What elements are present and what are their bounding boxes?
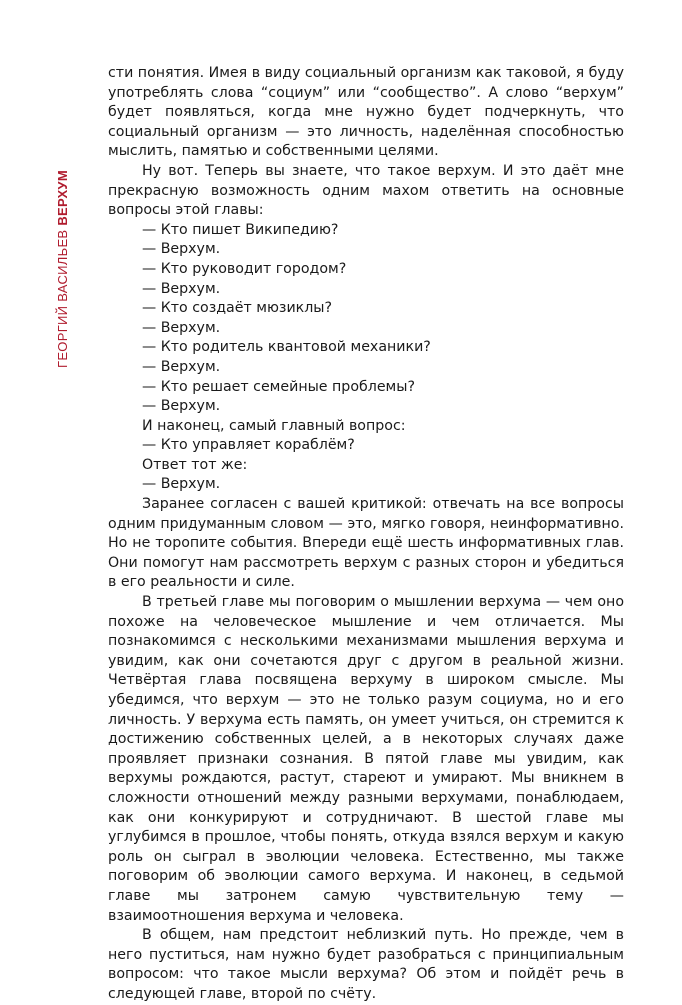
dialogue-line: И наконец, самый главный вопрос:	[142, 417, 406, 434]
dialogue-line: — Кто родитель квантовой механики?	[142, 339, 431, 356]
running-header-text	[52, 68, 74, 368]
paragraph: В общем, нам предстоит неблизкий путь. Но прежде, чем в него пуститься, нам нужно будет разобраться с принципиальным вопросом: что такое мысли верхума? Об этом и пойдёт речь в следующей главе, второй по счёту.	[108, 927, 624, 1002]
dialogue-line: — Верхум.	[142, 319, 221, 336]
paragraph: В третьей главе мы поговорим о мышлении верхума — чем оно похоже на человеческое мышление и чем отличается. Мы познакомимся с несколькими механизмами мышления верхума и увидим, как они сочетаются друг с другом в реальной жизни. Четвёртая глава посвящена верхуму в широком смысле. Мы убедимся, что верхум — это не только разум социума, но и его личность. У верхума есть память, он умеет учиться, он стремится к достижению собственных целей, а в некоторых случаях даже проявляет признаки сознания. В пятой главе мы увидим, как верхумы рождаются, растут, стареют и умирают. Мы вникнем в сложности отношений между разными верхумами, понаблюдаем, как они конкурируют и сотрудничают. В шестой главе мы углубимся в прошлое, чтобы понять, откуда взялся верхум и какую роль он сыграл в эволюции человека. Естественно, мы также поговорим об эволюции самого верхума. И наконец, в седьмой главе мы затронем самую чувствительную тему — взаимоотношения верхума и человека.	[108, 594, 624, 924]
dialogue-line: — Кто руководит городом?	[142, 260, 347, 277]
dialogue-line: — Кто управляет кораблём?	[142, 437, 355, 454]
dialogue-line: — Верхум.	[142, 476, 221, 493]
paragraph: Заранее согласен с вашей критикой: отвечать на все вопросы одним придуманным словом — это, мягко говоря, неинформативно. Но не торопите события. Впереди ещё шесть информативных глав. Они помогут нам рассмотреть верхум с разных сторон и убедиться в его реальности и силе.	[108, 496, 624, 591]
dialogue-line: — Кто создаёт мюзиклы?	[142, 300, 333, 317]
book-title: ВЕРХУМ	[55, 170, 70, 226]
dialogue-line: — Верхум.	[142, 358, 221, 375]
dialogue-line: — Верхум.	[142, 280, 221, 297]
book-author: ГЕОРГИЙ ВАСИЛЬЕВ	[55, 229, 70, 368]
dialogue-line: — Верхум.	[142, 241, 221, 258]
running-header	[52, 68, 74, 368]
page-body	[108, 64, 624, 1005]
dialogue-line: — Верхум.	[142, 398, 221, 415]
paragraph: сти понятия. Имея в виду социальный организм как таковой, я буду употреблять слова “социум” или “сообщество”. А слово “верхум” будет появляться, когда мне нужно будет подчеркнуть, что социальный организм — это личность, наделённая способностью мыслить, памятью и собственными целями.	[108, 65, 624, 160]
dialogue-line: Ответ тот же:	[142, 456, 248, 473]
dialogue-line: — Кто пишет Википедию?	[142, 221, 339, 238]
paragraph: Ну вот. Теперь вы знаете, что такое верхум. И это даёт мне прекрасную возможность одним махом ответить на основные вопросы этой главы:	[108, 162, 624, 219]
dialogue-line: — Кто решает семейные проблемы?	[142, 378, 415, 395]
